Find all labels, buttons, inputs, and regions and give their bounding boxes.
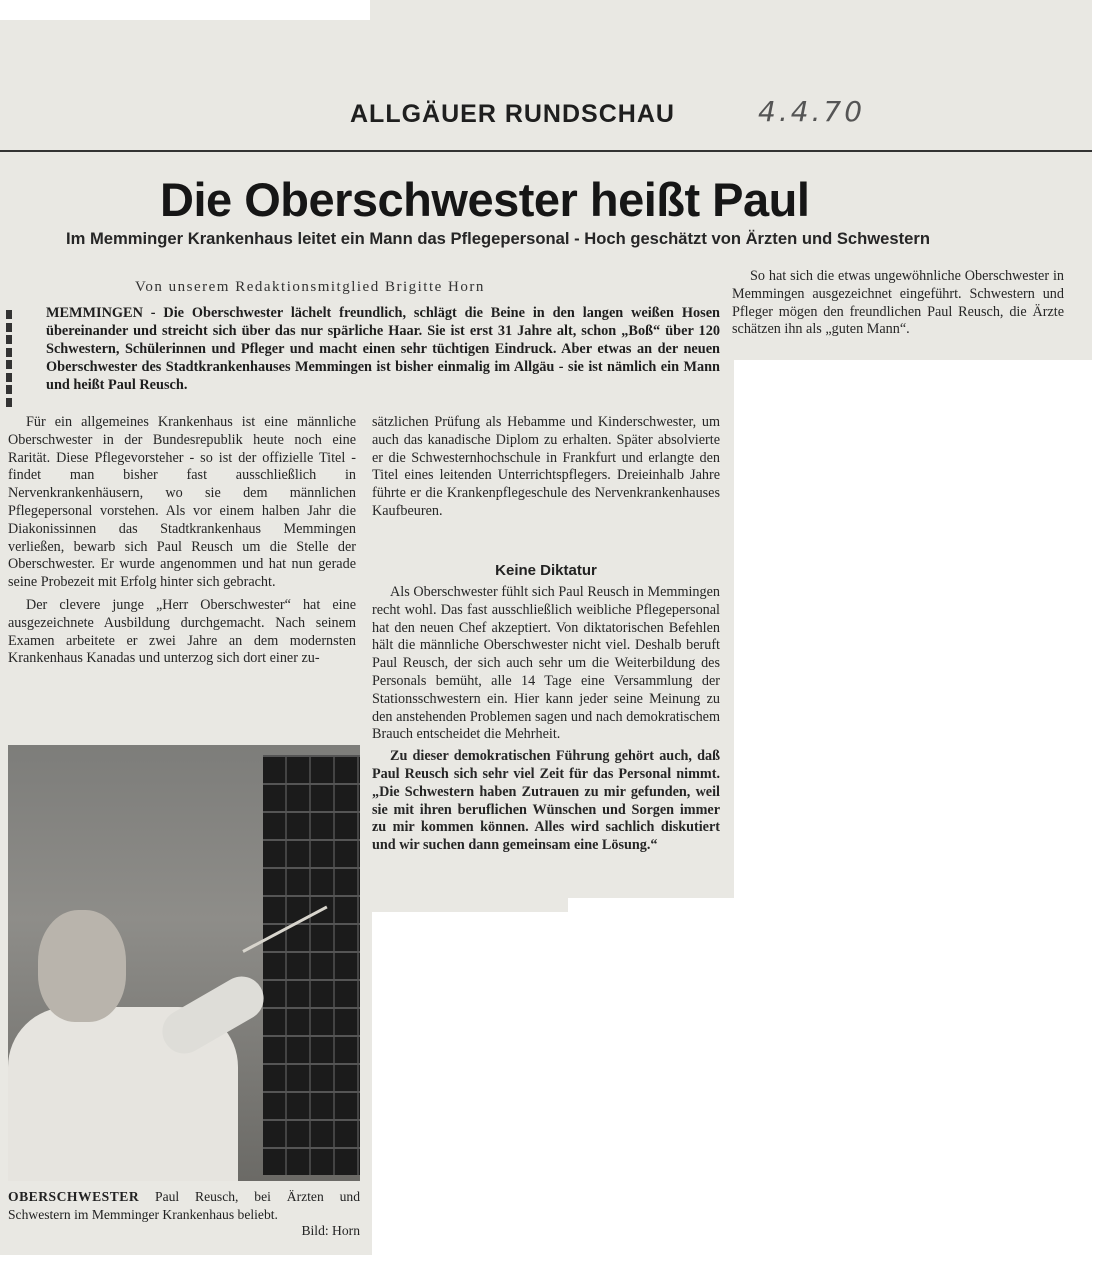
article-lead: MEMMINGEN - Die Oberschwester lächelt freundlich, schlägt die Beine in den langen weißen Hosen übereinander und streicht sich über das nur spärliche Haar. Sie ist erst 31 Jahre alt, schon „Boß“ über 120 Schwestern, Schülerinnen und Pfleger und macht einen sehr tüchtigen Eindruck. Aber etwas an der neuen Oberschwester des Stadtkrankenhauses Memmingen ist bisher einmalig im Allgäu - sie ist nämlich ein Mann und heißt Paul Reusch.	[46, 305, 720, 393]
article-column-2	[372, 414, 720, 521]
article-column-3	[732, 268, 1064, 339]
photo-caption	[8, 1188, 360, 1223]
masthead-rule	[0, 150, 1092, 152]
photo-person-head	[38, 910, 126, 1022]
section-subtitle: Keine Diktatur	[495, 562, 597, 579]
clipping-cut-lower	[568, 898, 738, 918]
article-headline: Die Oberschwester heißt Paul	[160, 173, 810, 226]
article-column-1	[8, 414, 356, 668]
paragraph: Der clevere junge „Herr Oberschwester“ hat eine ausgezeichnete Ausbildung durchgemacht. Nach seinem Examen arbeitete er zwei Jahre an dem modernsten Krankenhaus Kanadas und unterzog sich dort einer zu-	[8, 596, 356, 667]
paragraph: So hat sich die etwas ungewöhnliche Oberschwester in Memmingen ausgezeichnet eingeführt. Schwestern und Pfleger mögen den freundlichen Paul Reusch, die Ärzte schätzen ihn als „guten Mann“.	[732, 268, 1064, 338]
clipping-cut	[0, 0, 370, 20]
lead-marker-bars	[6, 310, 16, 410]
paragraph: sätzlichen Prüfung als Hebamme und Kinderschwester, um auch das kanadische Diplom zu erhalten. Später absolvierte er die Schwesternhochschule in Frankfurt und erlangte den Titel eines leitenden Unterrichtspflegers. Dreieinhalb Jahre führte er die Krankenpflegeschule des Nervenkrankenhauses Kaufbeuren.	[372, 414, 720, 519]
caption-name: OBERSCHWESTER	[8, 1189, 140, 1204]
newspaper-masthead: ALLGÄUER RUNDSCHAU	[350, 100, 675, 128]
paragraph: Für ein allgemeines Krankenhaus ist eine männliche Oberschwester in der Bundesrepublik heute noch eine Rarität. Diese Pflegevorsteher - so ist der offizielle Titel - findet man bisher fast ausschließlich in Nervenkrankenhäusern, wo sie dem männlichen Pflegepersonal vorstehen. Als vor einem halben Jahr die Diakonissinnen das Stadtkrankenhaus Memmingen verließen, bewarb sich Paul Reusch um die Stelle der Oberschwester. Er wurde angenommen und hat nun gerade seine Probezeit mit Erfolg hinter sich gebracht.	[8, 414, 356, 591]
article-column-2-continued	[372, 584, 720, 855]
photo-board	[263, 755, 360, 1175]
article-photo	[8, 745, 360, 1181]
article-subhead: Im Memminger Krankenhaus leitet ein Mann das Pflegepersonal - Hoch geschätzt von Ärzten und Schwestern	[66, 229, 930, 248]
photo-credit: Bild: Horn	[301, 1223, 360, 1238]
paragraph: Als Oberschwester fühlt sich Paul Reusch in Memmingen recht wohl. Das fast ausschließlich weibliche Pflegepersonal hat den neuen Chef akzeptiert. Von diktatorischen Befehlen hält die männliche Oberschwester nicht viel. Deshalb beruft Paul Reusch, der sich auch sehr um die Weiterbildung des Personals bemüht, alle 14 Tage eine Versammlung der Stationsschwestern ein. Hier kann jeder seine Meinung zu den anstehenden Problemen sagen und nach demokratischem Brauch entscheidet die Mehrheit.	[372, 584, 720, 743]
caption-text: Paul Reusch, bei Ärzten und Schwestern im Memminger Krankenhaus beliebt.	[8, 1189, 360, 1222]
paragraph-bold: Zu dieser demokratischen Führung gehört auch, daß Paul Reusch sich sehr viel Zeit für das Personal nimmt. „Die Schwestern haben Zutrauen zu mir gefunden, weil sie mit ihren beruflichen Wünschen und Sorgen immer zu mir kommen können. Alles wird sachlich diskutiert und wir suchen dann gemeinsam eine Lösung.“	[372, 748, 720, 854]
handwritten-date: 4.4.70	[758, 95, 866, 128]
article-byline: Von unserem Redaktionsmitglied Brigitte Horn	[135, 279, 485, 295]
